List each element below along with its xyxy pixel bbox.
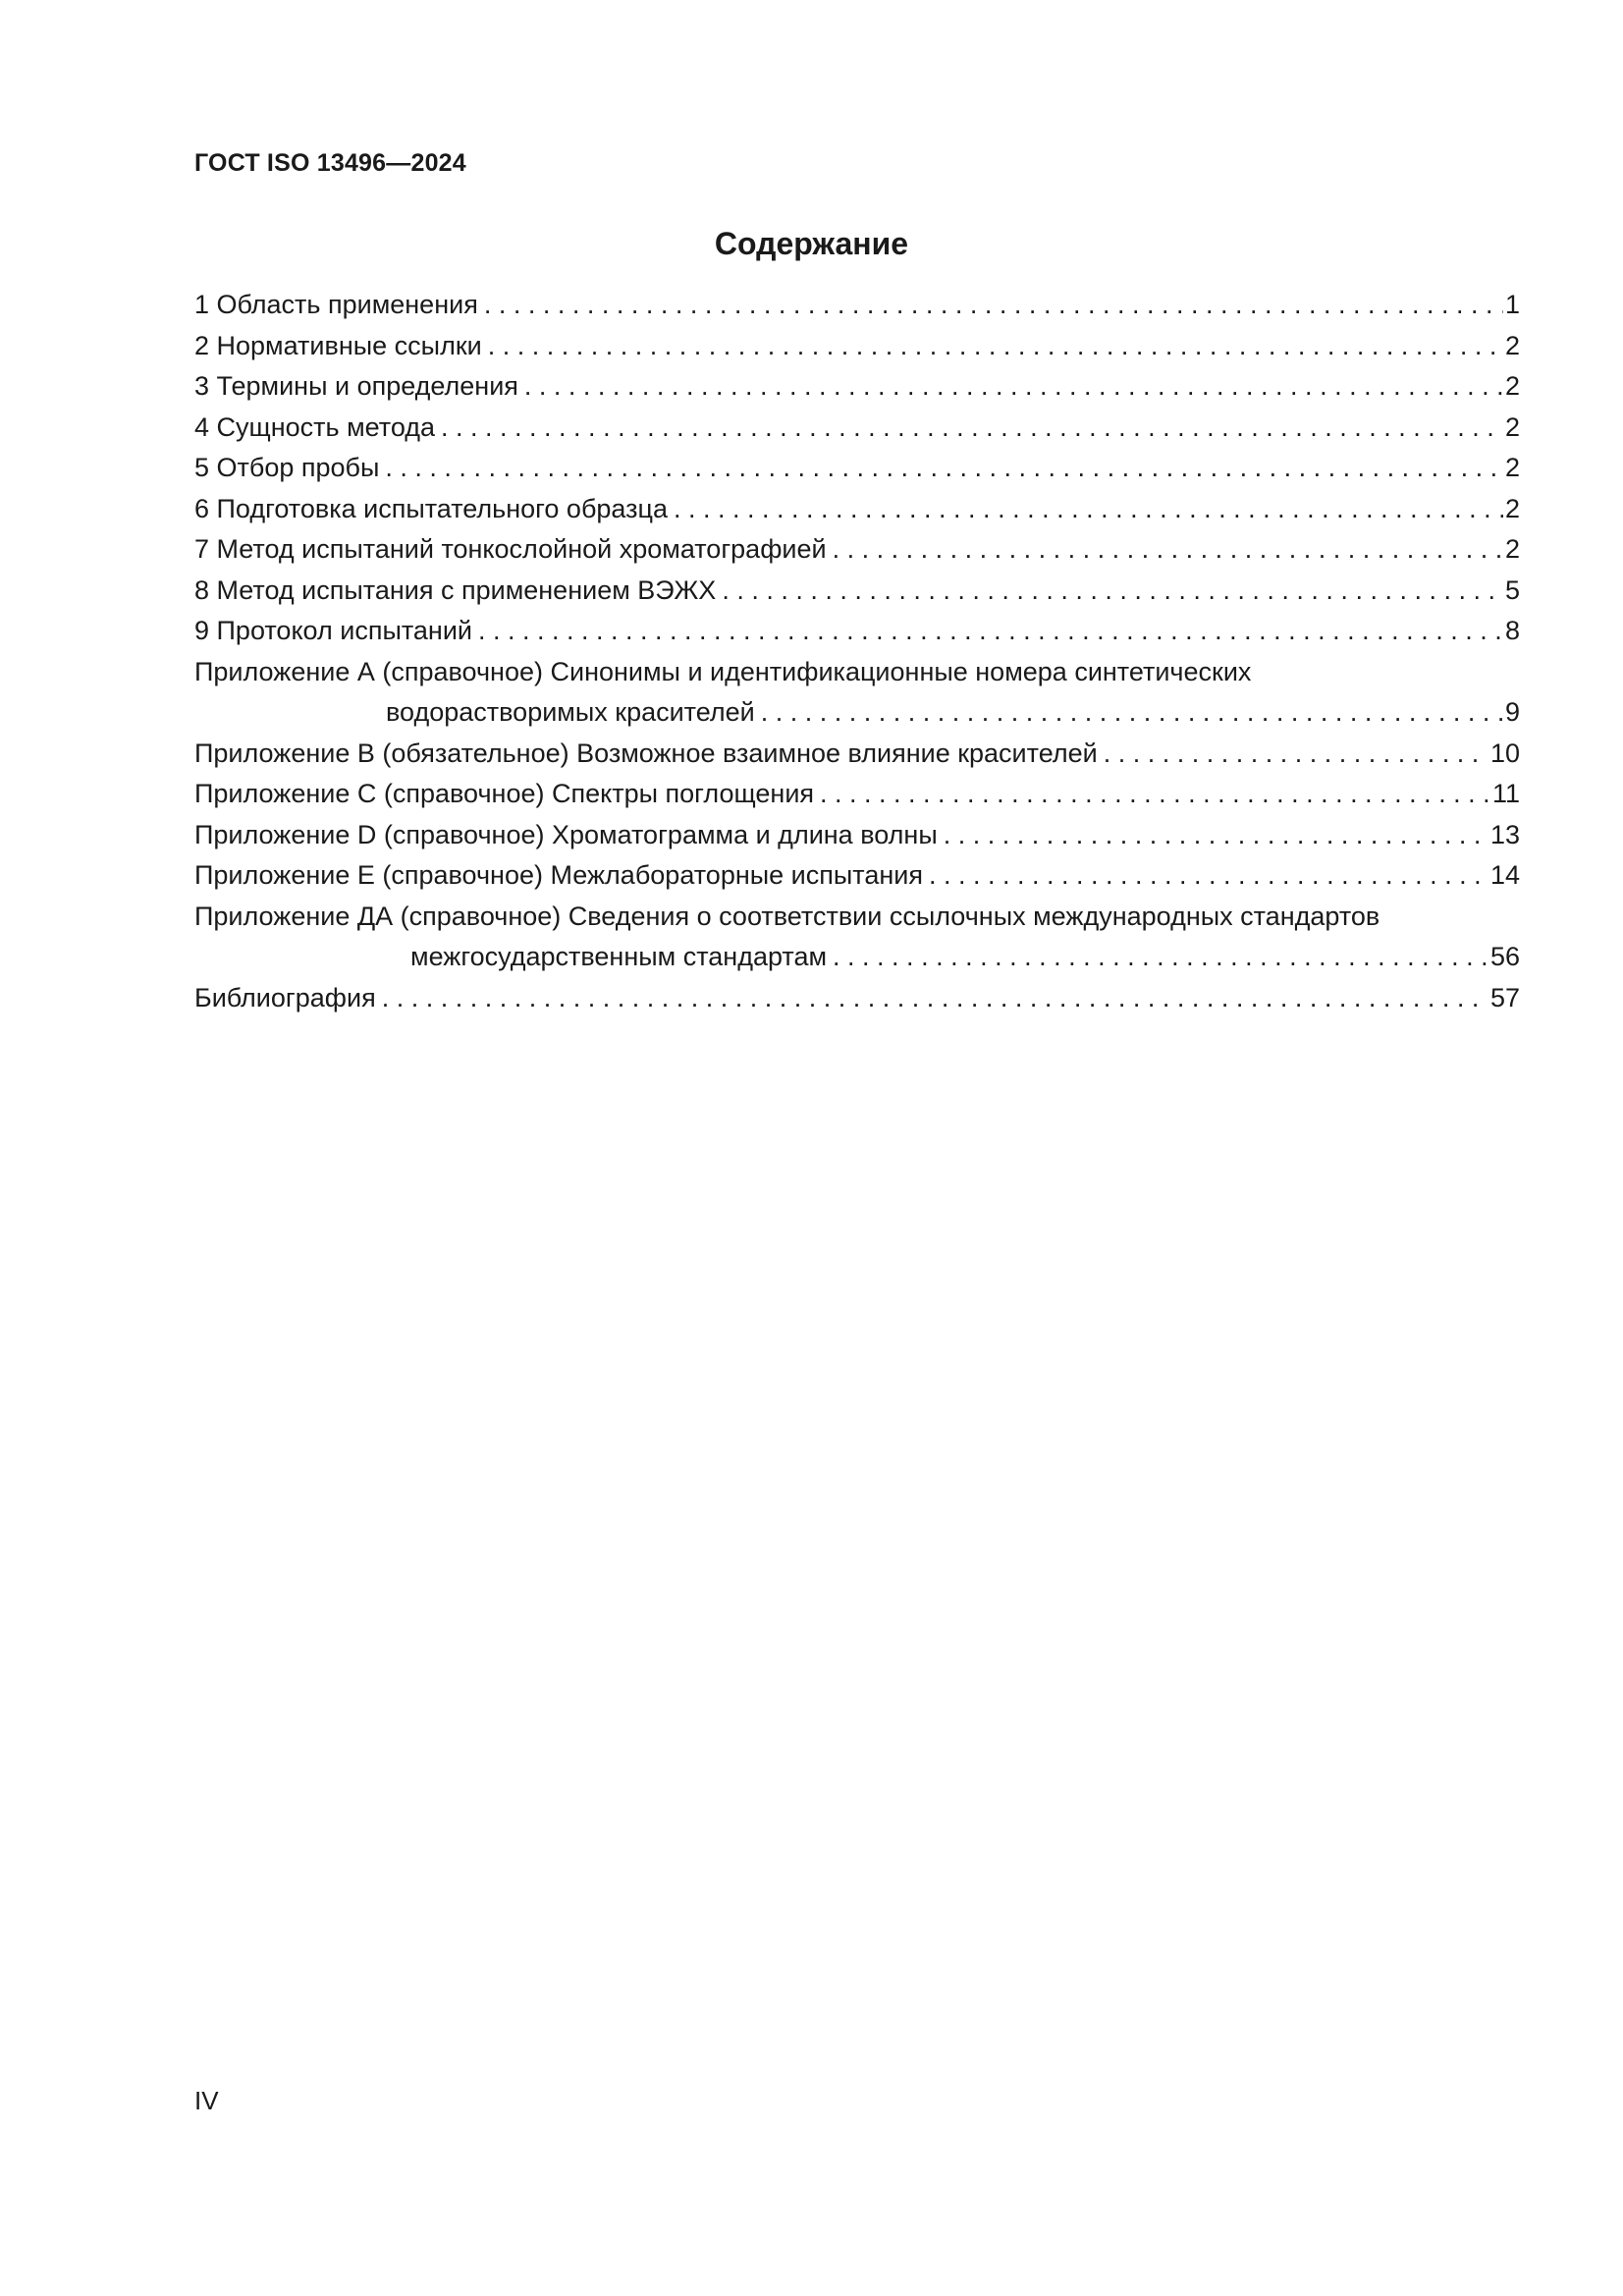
toc-entry-title: 9 Протокол испытаний <box>194 616 472 645</box>
toc-entry-title: 3 Термины и определения <box>194 371 518 401</box>
toc-entry-title: 6 Подготовка испытательного образца <box>194 493 668 523</box>
toc-entry-title: Библиография <box>194 982 376 1012</box>
dot-leader <box>820 774 1490 815</box>
toc-entry[interactable] <box>194 815 1520 856</box>
dot-leader <box>441 408 1503 449</box>
dot-leader <box>385 448 1503 489</box>
dot-leader <box>524 366 1503 408</box>
toc-entry-page: 9 <box>1504 697 1520 727</box>
toc-entry-page: 2 <box>1504 534 1520 564</box>
toc-entry-page: 13 <box>1489 819 1520 849</box>
toc-entry[interactable] <box>194 897 1520 978</box>
toc-entry-title-continuation: межгосударственным стандартам <box>410 942 828 971</box>
toc-entry-page: 1 <box>1504 290 1520 319</box>
toc-entry[interactable] <box>194 285 1520 326</box>
dot-leader <box>929 855 1488 897</box>
toc-entry-page: 56 <box>1489 942 1520 971</box>
dot-leader <box>833 529 1503 571</box>
toc-entry[interactable] <box>194 734 1520 775</box>
toc-entry[interactable] <box>194 652 1520 734</box>
toc-entry[interactable] <box>194 774 1520 815</box>
toc-entry[interactable] <box>194 855 1520 897</box>
toc-entry-title: 1 Область применения <box>194 290 478 319</box>
toc-entry-title: Приложение ДА (справочное) Сведения о соответствии ссылочных международных стандартов <box>194 901 1380 931</box>
toc-entry-title: Приложение В (обязательное) Возможное взаимное влияние красителей <box>194 738 1098 768</box>
toc-entry-page: 10 <box>1489 738 1520 768</box>
toc-entry-page: 8 <box>1504 616 1520 645</box>
toc-entry-page: 2 <box>1504 371 1520 401</box>
dot-leader <box>944 815 1488 856</box>
toc-entry-title: 8 Метод испытания с применением ВЭЖХ <box>194 574 717 605</box>
toc-entry[interactable] <box>194 611 1520 652</box>
toc-entry-title: Приложение Е (справочное) Межлабораторные испытания <box>194 860 923 890</box>
dot-leader <box>382 978 1488 1019</box>
dot-leader <box>833 937 1488 978</box>
table-of-contents <box>194 285 1520 1018</box>
page-number: IV <box>194 2086 219 2115</box>
dot-leader <box>761 692 1503 734</box>
dot-leader <box>478 611 1503 652</box>
toc-entry-page: 2 <box>1504 330 1520 360</box>
toc-entry-page: 2 <box>1504 493 1520 523</box>
toc-entry[interactable] <box>194 366 1520 408</box>
dot-leader <box>484 285 1503 326</box>
toc-entry-page: 2 <box>1504 453 1520 482</box>
toc-entry[interactable] <box>194 529 1520 571</box>
toc-entry-title: 2 Нормативные ссылки <box>194 330 482 360</box>
toc-entry[interactable] <box>194 489 1520 530</box>
toc-entry-page: 11 <box>1491 779 1520 808</box>
toc-entry-title: 4 Сущность метода <box>194 411 436 442</box>
toc-entry-title: Приложение А (справочное) Синонимы и идентификационные номера синтетических <box>194 656 1252 686</box>
toc-entry[interactable] <box>194 448 1520 489</box>
toc-entry-title: 7 Метод испытаний тонкослойной хроматографией <box>194 534 827 564</box>
dot-leader <box>722 571 1503 612</box>
toc-entry[interactable] <box>194 408 1520 449</box>
toc-title: Содержание <box>714 226 909 261</box>
toc-entry-title: Приложение С (справочное) Спектры поглощения <box>194 779 815 808</box>
toc-entry-title: 5 Отбор пробы <box>194 453 380 482</box>
document-code: ГОСТ ISO 13496—2024 <box>194 149 466 177</box>
toc-entry-title-continuation: водорастворимых красителей <box>386 697 755 727</box>
toc-entry-page: 14 <box>1489 860 1520 890</box>
toc-entry-page: 57 <box>1489 982 1520 1012</box>
toc-entry[interactable] <box>194 326 1520 367</box>
toc-entry[interactable] <box>194 978 1520 1019</box>
dot-leader <box>1104 734 1488 775</box>
dot-leader <box>674 489 1503 530</box>
toc-entry-title: Приложение D (справочное) Хроматограмма и длина волны <box>194 819 938 849</box>
toc-entry-page: 5 <box>1504 574 1520 605</box>
toc-entry-page: 2 <box>1504 411 1520 442</box>
toc-entry[interactable] <box>194 571 1520 612</box>
dot-leader <box>488 326 1503 367</box>
